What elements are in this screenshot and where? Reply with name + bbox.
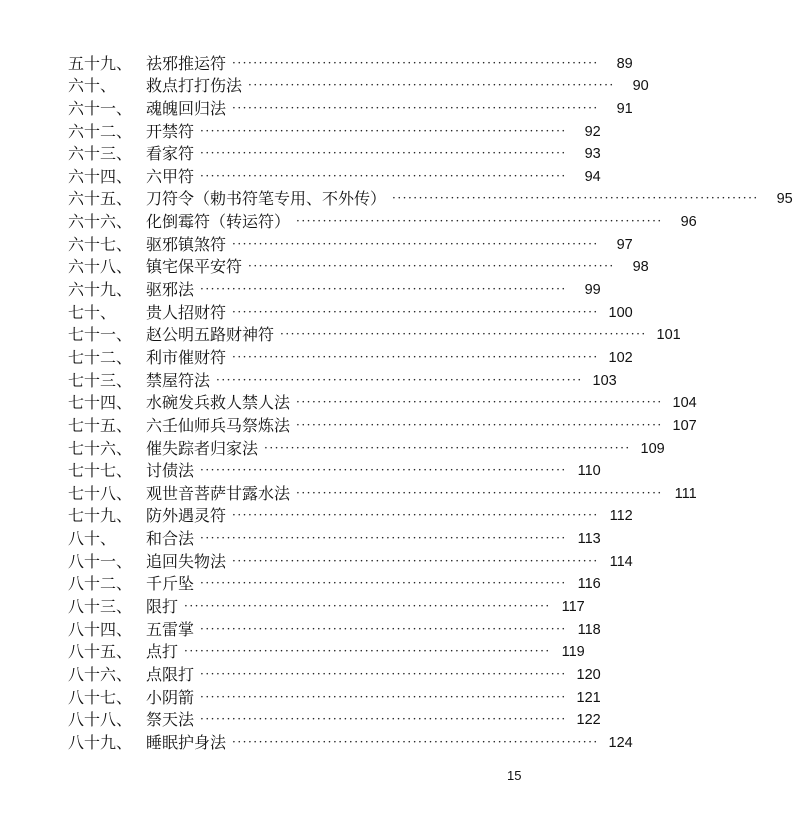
toc-entry[interactable] (68, 412, 697, 435)
toc-leader-dots: ····································································· (216, 372, 583, 387)
toc-entry-title: 利市催财符 (146, 347, 227, 367)
toc-entry[interactable] (68, 50, 633, 73)
toc-entry-page: 124 (608, 734, 633, 751)
toc-entry-title: 催失踪者归家法 (146, 438, 259, 458)
toc-leader-dots: ····································································· (200, 282, 567, 297)
toc-entry[interactable] (68, 186, 793, 209)
toc-entry[interactable] (68, 458, 601, 481)
toc-entry-page: 104 (672, 395, 697, 412)
toc-leader-dots: ····································································· (200, 621, 567, 636)
toc-entry-number: 八十三、 (68, 597, 133, 617)
toc-entry-title: 驱邪镇煞符 (146, 234, 227, 254)
toc-entry-number: 八十四、 (68, 619, 133, 639)
toc-entry-number: 六十六、 (68, 212, 133, 232)
toc-leader-dots: ····································································· (184, 599, 551, 614)
toc-entry-title: 防外遇灵符 (146, 506, 227, 526)
toc-entry-page: 101 (656, 327, 681, 344)
toc-entry[interactable] (68, 141, 601, 164)
toc-entry-page: 119 (561, 644, 585, 661)
toc-entry[interactable] (68, 639, 585, 662)
toc-entry[interactable] (68, 95, 633, 118)
toc-entry-number: 七十四、 (68, 393, 133, 413)
toc-entry-title: 赵公明五路财神符 (146, 325, 275, 345)
toc-entry-number: 八十、 (68, 529, 117, 549)
toc-entry-number: 七十、 (68, 302, 117, 322)
toc-entry-number: 七十六、 (68, 438, 133, 458)
toc-entry-title: 六甲符 (146, 166, 195, 186)
toc-entry-title: 和合法 (146, 529, 195, 549)
toc-leader-dots: ····································································· (248, 78, 615, 93)
toc-entry-number: 八十五、 (68, 642, 133, 662)
toc-entry[interactable] (68, 208, 697, 232)
toc-entry-number: 七十一、 (68, 325, 133, 345)
toc-entry-page: 95 (776, 191, 793, 208)
toc-leader-dots: ····································································· (184, 644, 551, 659)
toc-entry-page: 102 (608, 349, 633, 366)
toc-entry-page: 103 (592, 372, 617, 389)
toc-leader-dots: ····································································· (200, 123, 567, 138)
toc-entry[interactable] (68, 254, 649, 277)
toc-entry-page: 113 (577, 531, 601, 548)
toc-entry-title: 点打 (146, 642, 179, 662)
toc-entry-number: 八十六、 (68, 664, 133, 684)
toc-leader-dots: ····································································· (296, 395, 663, 410)
toc-entry[interactable] (68, 571, 601, 594)
toc-entry-page: 110 (577, 463, 601, 480)
toc-entry[interactable] (68, 729, 633, 752)
toc-entry-number: 七十八、 (68, 483, 133, 503)
toc-entry[interactable] (68, 525, 601, 549)
toc-entry-page: 116 (577, 576, 601, 593)
toc-entry-number: 五十九、 (68, 53, 133, 73)
toc-leader-dots: ····································································· (232, 553, 599, 568)
toc-entry-number: 六十五、 (68, 189, 133, 209)
toc-entry-number: 六十一、 (68, 98, 133, 118)
toc-entry-page: 96 (680, 214, 697, 231)
toc-entry-title: 魂魄回归法 (146, 98, 227, 118)
toc-entry-page: 92 (584, 123, 601, 140)
toc-entry-page: 112 (609, 508, 633, 525)
toc-entry-title: 祭天法 (146, 710, 195, 730)
toc-entry[interactable] (68, 390, 697, 413)
toc-entry-title: 五雷掌 (146, 619, 195, 639)
toc-leader-dots: ····································································· (200, 712, 567, 727)
toc-entry-title: 贵人招财符 (146, 302, 227, 322)
toc-entry[interactable] (68, 616, 601, 639)
toc-entry-number: 八十八、 (68, 710, 133, 730)
toc-entry-number: 六十二、 (68, 121, 133, 141)
toc-entry-number: 八十九、 (68, 732, 133, 752)
toc-leader-dots: ····································································· (232, 304, 599, 319)
toc-entry[interactable] (68, 548, 633, 571)
toc-entry-page: 111 (674, 485, 697, 502)
table-of-contents (68, 50, 793, 752)
toc-entry-page: 120 (576, 666, 601, 683)
toc-entry[interactable] (68, 276, 601, 300)
toc-entry-title: 讨债法 (146, 461, 195, 481)
toc-entry[interactable] (68, 480, 697, 503)
toc-entry-page: 99 (584, 282, 601, 299)
toc-entry-page: 121 (576, 689, 601, 706)
toc-leader-dots: ····································································· (200, 576, 567, 591)
toc-entry[interactable] (68, 503, 633, 526)
toc-entry-title: 祛邪推运符 (146, 53, 227, 73)
toc-leader-dots: ····································································· (200, 531, 567, 546)
toc-entry-number: 七十五、 (68, 415, 133, 435)
toc-leader-dots: ····································································· (296, 485, 663, 500)
toc-entry-title: 看家符 (146, 144, 195, 164)
toc-entry-number: 七十七、 (68, 461, 133, 481)
toc-leader-dots: ····································································· (296, 417, 663, 432)
toc-entry-title: 镇宅保平安符 (146, 257, 243, 277)
toc-entry-page: 97 (616, 236, 633, 253)
toc-entry-title: 开禁符 (146, 121, 195, 141)
toc-entry-page: 100 (608, 304, 633, 321)
toc-entry[interactable] (68, 435, 665, 458)
toc-entry-number: 七十九、 (68, 506, 133, 526)
toc-leader-dots: ····································································· (200, 168, 567, 183)
toc-entry[interactable] (68, 684, 601, 707)
toc-entry-number: 六十、 (68, 76, 117, 96)
toc-leader-dots: ····································································· (200, 666, 567, 681)
toc-entry-number: 八十二、 (68, 574, 133, 594)
toc-entry-number: 七十二、 (68, 347, 133, 367)
toc-entry-page: 94 (584, 168, 601, 185)
toc-entry-title: 小阴箭 (146, 687, 195, 707)
toc-entry-title: 追回失物法 (146, 551, 227, 571)
toc-entry-page: 122 (576, 712, 601, 729)
toc-entry-title: 点限打 (146, 664, 195, 684)
toc-entry[interactable] (68, 707, 601, 730)
toc-entry[interactable] (68, 118, 601, 141)
toc-leader-dots: ····································································· (200, 689, 567, 704)
toc-entry-page: 90 (632, 78, 649, 95)
toc-entry-page: 107 (672, 417, 697, 434)
toc-entry-title: 救点打打伤法 (146, 76, 243, 96)
toc-leader-dots: ····································································· (200, 146, 567, 161)
toc-entry[interactable] (68, 163, 601, 186)
toc-entry-title: 千斤坠 (146, 574, 195, 594)
toc-entry-page: 91 (616, 100, 633, 117)
toc-entry-page: 93 (584, 146, 601, 163)
toc-leader-dots: ····································································· (232, 508, 599, 523)
toc-entry[interactable] (68, 344, 633, 367)
toc-entry-number: 八十一、 (68, 551, 133, 571)
toc-entry-title: 驱邪法 (146, 280, 195, 300)
toc-entry[interactable] (68, 593, 585, 617)
toc-entry[interactable] (68, 231, 633, 254)
toc-entry-page: 109 (640, 440, 665, 457)
toc-entry-title: 禁屋符法 (146, 370, 211, 390)
toc-entry[interactable] (68, 73, 649, 96)
toc-entry-number: 六十九、 (68, 280, 133, 300)
toc-entry-number: 六十四、 (68, 166, 133, 186)
toc-entry-title: 水碗发兵救人禁人法 (146, 393, 291, 413)
toc-entry-page: 114 (609, 553, 633, 570)
toc-leader-dots: ····································································· (232, 100, 599, 115)
toc-entry[interactable] (68, 367, 617, 390)
toc-entry-page: 117 (561, 599, 585, 616)
toc-entry-title: 睡眠护身法 (146, 732, 227, 752)
toc-entry[interactable] (68, 322, 681, 345)
toc-entry-title: 限打 (146, 597, 179, 617)
toc-leader-dots: ····································································· (232, 236, 599, 251)
toc-leader-dots: ····································································· (232, 55, 599, 70)
page-number: 15 (507, 768, 522, 783)
toc-entry[interactable] (68, 661, 601, 684)
toc-entry-title: 刀符令（勅书符笔专用、不外传） (146, 189, 387, 209)
toc-entry-title: 六壬仙师兵马祭炼法 (146, 415, 291, 435)
toc-entry-title: 化倒霉符（转运符） (146, 212, 291, 232)
toc-entry-number: 六十三、 (68, 144, 133, 164)
toc-entry[interactable] (68, 299, 633, 322)
toc-leader-dots: ····································································· (392, 191, 759, 206)
toc-entry-title: 观世音菩萨甘露水法 (146, 483, 291, 503)
toc-leader-dots: ····································································· (248, 259, 615, 274)
toc-entry-page: 118 (577, 621, 601, 638)
toc-leader-dots: ····································································· (280, 327, 647, 342)
toc-leader-dots: ····································································· (296, 214, 663, 229)
toc-entry-page: 89 (616, 55, 633, 72)
toc-entry-number: 八十七、 (68, 687, 133, 707)
toc-entry-page: 98 (632, 259, 649, 276)
toc-entry-number: 六十八、 (68, 257, 133, 277)
toc-leader-dots: ····································································· (232, 349, 599, 364)
toc-leader-dots: ····································································· (200, 463, 567, 478)
toc-entry-number: 七十三、 (68, 370, 133, 390)
toc-leader-dots: ····································································· (264, 440, 631, 455)
toc-entry-number: 六十七、 (68, 234, 133, 254)
toc-leader-dots: ····································································· (232, 734, 599, 749)
